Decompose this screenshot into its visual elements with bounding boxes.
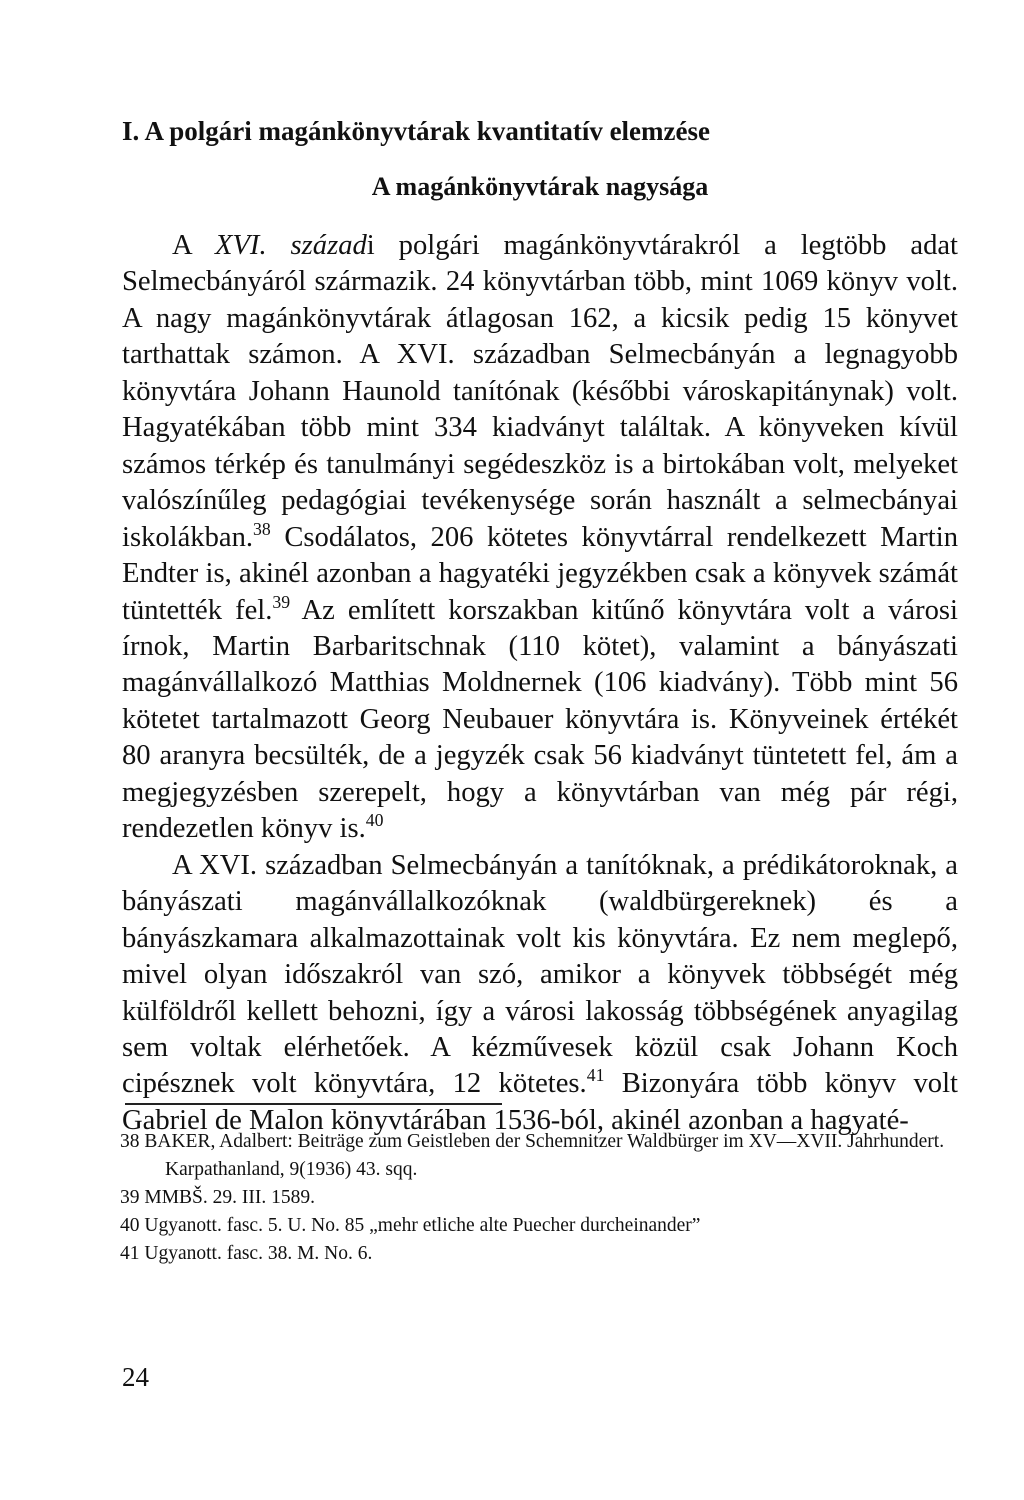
footnote-ref-38: 38 bbox=[253, 518, 271, 539]
footnote-39: 39 MMBŠ. 29. III. 1589. bbox=[120, 1187, 316, 1208]
footnote-41: 41 Ugyanott. fasc. 38. M. No. 6. bbox=[120, 1243, 373, 1264]
text-run: i polgári magánkönyvtárakról a legtöbb adat Selmecbányáról származik. 24 könyvtárban több, mint 1069 könyv volt. A nagy magánkönyvtárak átlagosan 162, a kicsik pedig 15 könyvet tarthattak számon. A XVI. században Selmecbányán a legnagyobb könyvtára Johann Haunold tanítónak (későbbi városkapitánynak) volt. Hagyatékában több mint 334 kiadványt találtak. A könyveken kívül számos térkép és tanulmányi segédeszköz is a birtokában volt, melyeket valószínűleg pedagógiai tevékenysége során használt a selmecbányai iskolákban. bbox=[122, 230, 958, 553]
page-number: 24 bbox=[122, 1362, 149, 1392]
footnote-ref-39: 39 bbox=[272, 591, 291, 612]
section-heading: A magánkönyvtárak nagysága bbox=[371, 172, 709, 201]
text-run: A bbox=[172, 230, 215, 261]
paragraph-1 bbox=[122, 228, 958, 848]
text-run: Az említett korszakban kitűnő könyvtára volt a városi írnok, Martin Barbaritschnak (110 kötet), valamint a bányászati magánvállalkozó Matthias Moldnernek (106 kiadvány). Több mint 56 kötetet tartalmazott Georg Neubauer könyvtára is. Könyveinek értékét 80 aranyra becsülték, de a jegyzék csak 56 kiadványt tüntetett fel, ám a megjegyzésben szerepelt, hogy a könyvtárban van még pár régi, rendezetlen könyv is. bbox=[122, 594, 958, 845]
footnote-38: 38 BAKER, Adalbert: Beiträge zum Geistleben der Schemnitzer Waldbürger im XV—XVII. Jahrhundert. Karpathanland, 9(1936) 43. sqq. bbox=[120, 1131, 945, 1180]
text-run: Csodálatos, 206 kötetes könyvtárral rendelkezett Martin Endter is, akinél azonban a hagyatéki jegyzékben csak a könyvek számát tüntették fel. bbox=[122, 521, 958, 626]
text-run: A XVI. században Selmecbányán a tanítóknak, a prédikátoroknak, a bányászati magánvállalkozóknak (waldbürgereknek) és a bányászkamara alkalmazottainak volt kis könyvtára. Ez nem meglepő, mivel olyan időszakról van szó, amikor a könyvek többségét még külföldről kellett behozni, így a városi lakosság többségének anyagilag sem voltak elérhetőek. A kézművesek közül csak Johann Koch cipésznek volt könyvtára, 12 kötetes. bbox=[122, 849, 958, 1100]
footnotes bbox=[120, 1128, 960, 1268]
footnote-40: 40 Ugyanott. fasc. 5. U. No. 85 „mehr etliche alte Puecher durcheinander” bbox=[120, 1215, 701, 1236]
footnote-divider bbox=[125, 1103, 502, 1105]
chapter-heading: I. A polgári magánkönyvtárak kvantitatív elemzése bbox=[122, 116, 710, 146]
footnote-ref-40: 40 bbox=[365, 810, 384, 831]
paragraph-2 bbox=[122, 848, 958, 1140]
footnote-ref-41: 41 bbox=[586, 1065, 605, 1086]
italic-text: XVI. század bbox=[215, 230, 367, 261]
text-run: Bizonyára több könyv volt Gabriel de Malon könyvtárában 1536-ból, akinél azonban a hagyaté- bbox=[122, 1068, 958, 1136]
body-text bbox=[122, 228, 958, 1139]
